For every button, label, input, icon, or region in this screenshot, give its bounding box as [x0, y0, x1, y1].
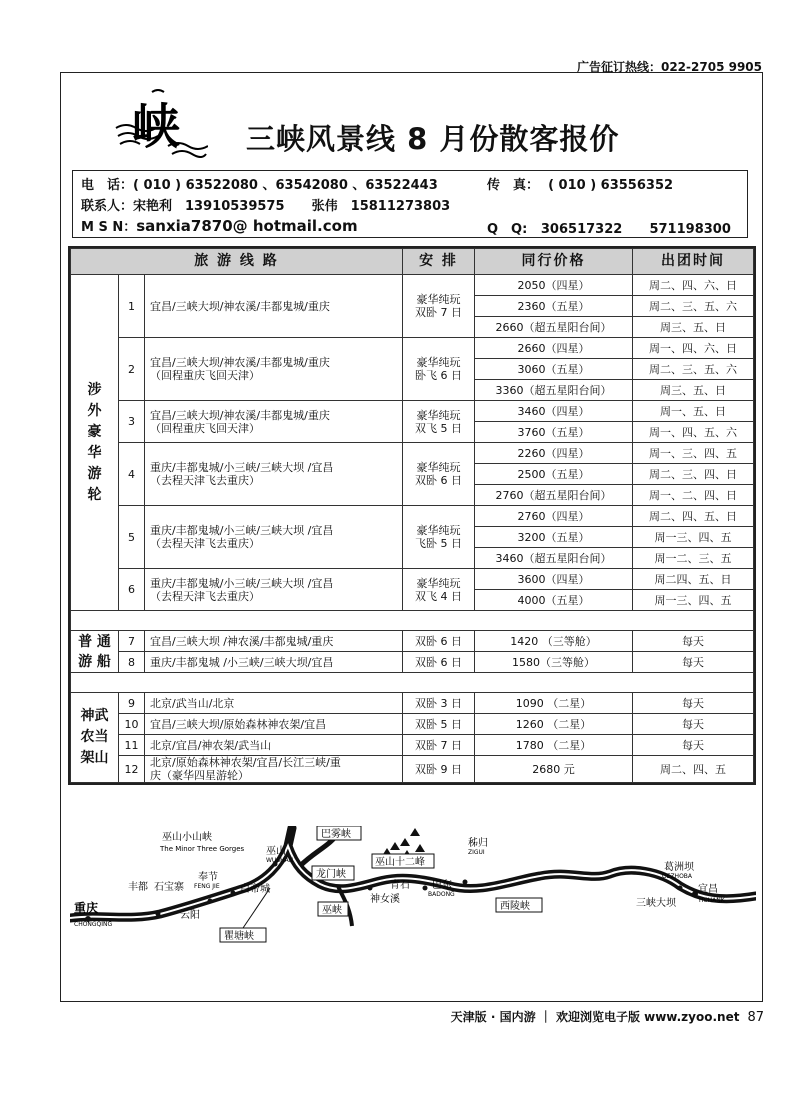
map-label-dam: 三峡大坝	[636, 898, 676, 909]
map-label-yunyang: 云阳	[180, 910, 200, 921]
map-label-fengjie: 奉节	[198, 872, 218, 883]
map-label-wushan-en: WUSHAN	[266, 857, 294, 864]
map-label-chongqing: 重庆	[74, 901, 99, 915]
price: 2050（四星）	[475, 275, 633, 296]
route-number: 5	[119, 506, 145, 569]
route-name: 北京/武当山/北京	[145, 693, 403, 714]
map-label-yichang-en: YICHANK	[698, 897, 725, 904]
price: 3460（四星）	[475, 401, 633, 422]
price: 3600（四星）	[475, 569, 633, 590]
arrangement: 豪华纯玩 双飞 5 日	[403, 401, 475, 443]
fax-line	[487, 174, 673, 193]
qq-number-2: 571198300	[649, 222, 731, 237]
page-footer	[451, 1008, 764, 1025]
price: 2680 元	[475, 756, 633, 783]
map-graphic	[70, 826, 756, 988]
category-ordinary-boat: 普 通 游 船	[71, 631, 119, 673]
price: 3060（五星）	[475, 359, 633, 380]
route-number: 7	[119, 631, 145, 652]
qq-line	[487, 218, 731, 237]
departure: 每天	[633, 652, 754, 673]
departure: 周三、五、日	[633, 317, 754, 338]
phone-label: 电 话：	[81, 178, 134, 193]
departure: 每天	[633, 631, 754, 652]
departure: 每天	[633, 735, 754, 756]
map-label-bawu: 巴雾峡	[321, 829, 351, 840]
price: 2760（超五星阳台间）	[475, 485, 633, 506]
route-number: 3	[119, 401, 145, 443]
arrangement: 双卧 6 日	[403, 652, 475, 673]
map-label-twelve: 巫山十二峰	[375, 857, 425, 868]
table-row	[71, 652, 754, 673]
contact-person-2: 张伟 15811273803	[311, 199, 451, 214]
departure: 周一、二、四、日	[633, 485, 754, 506]
route-name: 重庆/丰都鬼城/小三峡/三峡大坝 /宜昌 （去程天津飞去重庆）	[145, 569, 403, 611]
table-row	[71, 693, 754, 714]
price: 3360（超五星阳台间）	[475, 380, 633, 401]
departure: 周二四、五、日	[633, 569, 754, 590]
footer-text: 天津版 · 国内游 ｜ 欢迎浏览电子版 www.zyoo.net	[450, 1010, 740, 1024]
departure: 周一、五、日	[633, 401, 754, 422]
route-number: 6	[119, 569, 145, 611]
route-number: 8	[119, 652, 145, 673]
route-number: 11	[119, 735, 145, 756]
phone-numbers: ( 010 ) 63522080 、63542080 、63522443	[133, 178, 438, 193]
arrangement: 豪华纯玩 双卧 6 日	[403, 443, 475, 506]
arrangement: 双卧 7 日	[403, 735, 475, 756]
route-number: 4	[119, 443, 145, 506]
header-arrangement: 安 排	[403, 249, 475, 275]
map-label-baidi: 白帝城	[240, 884, 270, 895]
route-number: 9	[119, 693, 145, 714]
qq-label: Q Q:	[487, 222, 528, 237]
contact-label: 联系人：	[81, 199, 134, 214]
price: 1420 （三等舱）	[475, 631, 633, 652]
map-label-wuxia: 巫峡	[322, 905, 342, 916]
map-label-shennv: 神女溪	[370, 894, 400, 905]
table-spacer	[71, 611, 754, 631]
contact-person-1: 宋艳利 13910539575	[133, 199, 285, 214]
route-name: 宜昌/三峡大坝/神农溪/丰都鬼城/重庆	[145, 275, 403, 338]
table-row	[71, 338, 754, 359]
route-name: 重庆/丰都鬼城/小三峡/三峡大坝 /宜昌 （去程天津飞去重庆）	[145, 443, 403, 506]
price: 2260（四星）	[475, 443, 633, 464]
arrangement: 豪华纯玩 双飞 4 日	[403, 569, 475, 611]
arrangement: 豪华纯玩 飞卧 5 日	[403, 506, 475, 569]
departure: 周一、三、四、五	[633, 443, 754, 464]
page-title: 三峡风景线 8 月份散客报价	[246, 122, 620, 156]
route-name: 北京/原始森林神农架/宜昌/长江三峡/重 庆（豪华四星游轮）	[145, 756, 403, 783]
price: 3760（五星）	[475, 422, 633, 443]
msn-address: sanxia7870@ hotmail.com	[136, 217, 358, 235]
map-label-shibao: 石宝寨	[154, 882, 184, 893]
price: 1580（三等舱）	[475, 652, 633, 673]
arrangement: 双卧 6 日	[403, 631, 475, 652]
route-name: 宜昌/三峡大坝 /神农溪/丰都鬼城/重庆	[145, 631, 403, 652]
logo-character: 峡	[132, 99, 181, 155]
price: 1090 （二星）	[475, 693, 633, 714]
price: 3200（五星）	[475, 527, 633, 548]
contact-person-line	[81, 195, 450, 214]
category-luxury-cruise: 涉 外 豪 华 游 轮	[71, 275, 119, 611]
table-row	[71, 714, 754, 735]
logo	[112, 88, 208, 158]
table-row	[71, 506, 754, 527]
route-name: 宜昌/三峡大坝/原始森林神农架/宜昌	[145, 714, 403, 735]
price-table	[70, 248, 754, 783]
map-label-yichang: 宜昌	[698, 884, 718, 895]
departure: 周三、五、日	[633, 380, 754, 401]
table-row	[71, 631, 754, 652]
arrangement: 豪华纯玩 双卧 7 日	[403, 275, 475, 338]
departure: 周二、三、五、六	[633, 296, 754, 317]
map-label-minor-en: The Minor Three Gorges	[160, 845, 245, 853]
map-label-gezhouba: 葛洲坝	[664, 862, 694, 873]
three-gorges-map	[70, 826, 756, 988]
price: 1260 （二星）	[475, 714, 633, 735]
map-label-zigui-en: ZIGUI	[468, 849, 485, 856]
header-route: 旅 游 线 路	[71, 249, 403, 275]
contact-box	[72, 170, 748, 238]
departure: 周一三、四、五	[633, 590, 754, 611]
departure: 周二、四、五	[633, 756, 754, 783]
price: 4000（五星）	[475, 590, 633, 611]
route-number: 12	[119, 756, 145, 783]
table-row	[71, 569, 754, 590]
route-number: 2	[119, 338, 145, 401]
table-spacer	[71, 673, 754, 693]
route-number: 10	[119, 714, 145, 735]
qq-number-1: 306517322	[540, 222, 623, 237]
departure: 周二、四、五、日	[633, 506, 754, 527]
price: 2760（四星）	[475, 506, 633, 527]
table-row	[71, 401, 754, 422]
departure: 周二、四、六、日	[633, 275, 754, 296]
map-label-qingshi: 青石	[390, 880, 410, 891]
map-label-wushan-small: 巫山小山峡	[162, 832, 212, 843]
arrangement: 双卧 9 日	[403, 756, 475, 783]
map-label-fengjie-en: FENG JIE	[194, 883, 220, 890]
route-name: 北京/宜昌/神农架/武当山	[145, 735, 403, 756]
map-label-badong-en: BADONG	[428, 891, 455, 898]
map-label-badong: 巴东	[432, 880, 452, 891]
departure: 每天	[633, 693, 754, 714]
map-label-qutang: 瞿塘峡	[224, 931, 254, 942]
price: 1780 （二星）	[475, 735, 633, 756]
map-label-gezhouba-en: GEZHOBA	[662, 873, 693, 880]
phone-line	[81, 174, 438, 193]
arrangement: 豪华纯玩 卧飞 6 日	[403, 338, 475, 401]
fax-label: 传 真：	[487, 178, 540, 193]
category-mountain: 神武 农当 架山	[71, 693, 119, 783]
route-number: 1	[119, 275, 145, 338]
departure: 周二、三、五、六	[633, 359, 754, 380]
route-name: 宜昌/三峡大坝/神农溪/丰都鬼城/重庆 （回程重庆飞回天津）	[145, 338, 403, 401]
map-label-fengdu: 丰都	[128, 882, 148, 893]
price: 2360（五星）	[475, 296, 633, 317]
page-number: 87	[747, 1010, 764, 1025]
ad-hotline: 广告征订热线：022-2705 9905	[576, 60, 762, 74]
price: 2660（超五星阳台间）	[475, 317, 633, 338]
departure: 周一、四、六、日	[633, 338, 754, 359]
map-label-longmen: 龙门峡	[316, 869, 346, 880]
map-label-xiling: 西陵峡	[500, 901, 530, 912]
arrangement: 双卧 3 日	[403, 693, 475, 714]
map-label-chongqing-en: CHONGQING	[74, 921, 113, 928]
route-name: 重庆/丰都鬼城 /小三峡/三峡大坝/宜昌	[145, 652, 403, 673]
map-label-wushan: 巫山	[266, 846, 286, 857]
map-label-zigui: 秭归	[468, 838, 488, 849]
price: 3460（超五星阳台间）	[475, 548, 633, 569]
departure: 周一二、三、五	[633, 548, 754, 569]
msn-line	[81, 216, 358, 235]
table-row	[71, 735, 754, 756]
header-departure: 出团时间	[633, 249, 754, 275]
arrangement: 双卧 5 日	[403, 714, 475, 735]
departure: 每天	[633, 714, 754, 735]
header-price: 同行价格	[475, 249, 633, 275]
departure: 周一、四、五、六	[633, 422, 754, 443]
departure: 周一三、四、五	[633, 527, 754, 548]
route-name: 重庆/丰都鬼城/小三峡/三峡大坝 /宜昌 （去程天津飞去重庆）	[145, 506, 403, 569]
msn-label: M S N：	[81, 220, 137, 235]
fax-number: ( 010 ) 63556352	[548, 178, 674, 193]
price: 2500（五星）	[475, 464, 633, 485]
table-row	[71, 275, 754, 296]
departure: 周二、三、四、日	[633, 464, 754, 485]
route-name: 宜昌/三峡大坝/神农溪/丰都鬼城/重庆 （回程重庆飞回天津）	[145, 401, 403, 443]
table-row	[71, 443, 754, 464]
table-header-row	[71, 249, 754, 275]
price: 2660（四星）	[475, 338, 633, 359]
